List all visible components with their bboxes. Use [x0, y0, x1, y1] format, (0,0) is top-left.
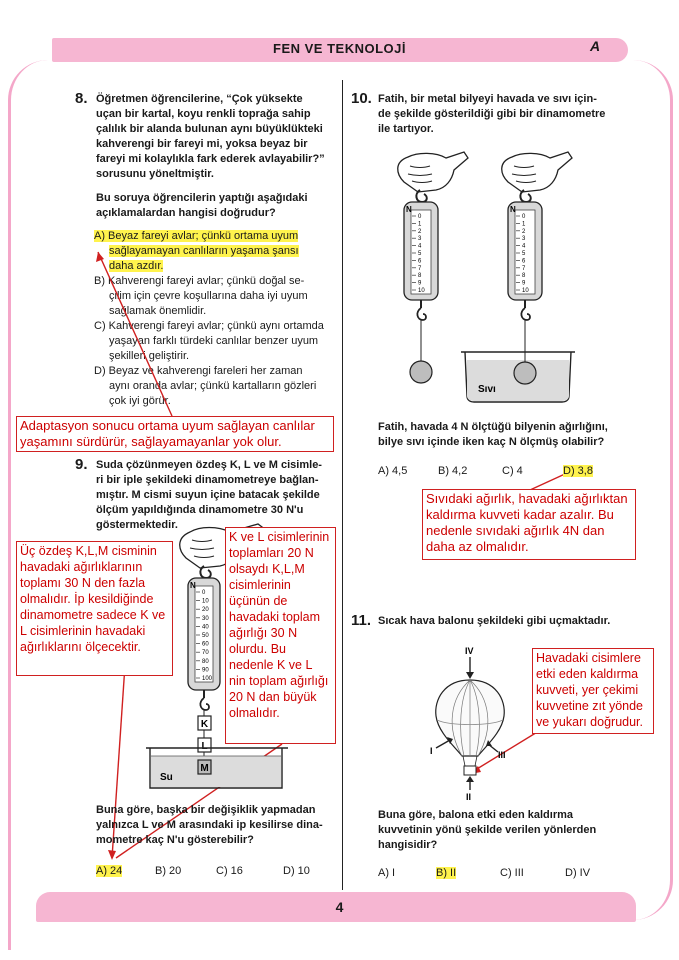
q8-line: kahverengi bir fareyi mi, yoksa beyaz bir	[96, 138, 308, 150]
option-text: B) Kahverengi fareyi avlar; çünkü doğal se-	[94, 275, 305, 287]
scale-tick-label: 4	[522, 243, 526, 250]
option-text: sağlayamayan canlıların yaşama şansı	[109, 245, 299, 257]
q9-annotation-right: K ve L cisimlerinin toplamları 20 N olsaydı K,L,M cisimlerinin üçünün de havadaki toplam ağırlığı 30 N olurdu. Bu nedenle K ve L nin toplam ağırlığı 20 N dan büyük olmalıdır.	[225, 527, 336, 744]
option-text: sağlamak önemlidir.	[109, 305, 207, 317]
q9-annotation-left: Üç özdeş K,L,M cisminin havadaki ağırlıklarının toplamı 30 N den fazla olmalıdır. İp kesildiğinde dinamometre sadece K ve L cisimlerinin havadaki ağırlıklarını ölçecektir.	[16, 541, 173, 676]
q8-arrow-head	[96, 252, 104, 262]
q10-dynamometer-air	[380, 150, 470, 390]
q8-line: açıklamalardan hangisi doğrudur?	[96, 207, 276, 219]
q9-question-line: Buna göre, başka bir değişiklik yapmadan	[96, 804, 316, 816]
q9-question-line: yalnızca L ve M arasındaki ip kesilirse dina-	[96, 819, 323, 831]
q9-line: ölçüm yapıldığında dinamometre 30 N'u	[96, 504, 304, 516]
q11-option-b[interactable]	[436, 866, 456, 881]
basket	[464, 766, 476, 775]
q10-option-d[interactable]	[563, 464, 593, 479]
scale-tick-label: 10	[522, 288, 529, 294]
scale-tick-label: 7	[418, 265, 422, 272]
q9-line: mıştır. M cismi suyun içine batacak şekilde	[96, 489, 320, 501]
option-text: yaşayan farklı türdeki canlılar benzer uyum	[109, 335, 319, 347]
q11-question-line: Buna göre, balona etki eden kaldırma	[378, 809, 573, 821]
q10-option-b[interactable]: B) 4,2	[438, 465, 468, 477]
scale-tick-label: 60	[202, 641, 209, 648]
q10-stem	[378, 92, 628, 137]
scale-tick-label: 40	[202, 624, 209, 631]
q9-option-b[interactable]: B) 20	[155, 865, 182, 877]
scale-tick-label: 0	[522, 214, 526, 220]
arrow-ii-head	[466, 776, 474, 782]
label-ii: II	[466, 792, 472, 802]
scale-tick-label: 3	[418, 236, 422, 243]
q11-stem: Sıcak hava balonu şekildeki gibi uçmaktadır.	[378, 615, 611, 627]
scale-tick-label: 100	[202, 676, 213, 682]
scale-tick-label: 80	[202, 658, 209, 665]
scale-tick-label: 1	[522, 221, 526, 228]
q8-line: Bu soruya öğrencilerin yaptığı aşağıdaki	[96, 192, 308, 204]
q10-option-c[interactable]: C) 4	[502, 465, 523, 477]
scale-tick-label: 8	[522, 273, 526, 280]
q11-question	[378, 808, 633, 853]
scale-tick-label: 20	[202, 607, 209, 614]
scale-tick-label: 50	[202, 633, 209, 639]
q9-option-d[interactable]: D) 10	[283, 865, 310, 877]
label-m: M	[200, 763, 209, 774]
q9-option-a[interactable]	[96, 864, 122, 879]
q9-option-c[interactable]: C) 16	[216, 865, 243, 877]
metal-ball	[514, 362, 536, 384]
q11-question-line: kuvvetinin yönü şekilde verilen yönlerden	[378, 824, 597, 836]
label-i: I	[430, 746, 433, 756]
q11-option-c[interactable]: C) III	[500, 867, 524, 879]
q11-balloon-figure	[420, 642, 530, 802]
scale-tick-label: 5	[418, 251, 422, 257]
q10-line: Fatih, bir metal bilyeyi havada ve sıvı için-	[378, 93, 597, 105]
rope	[463, 756, 465, 766]
q8-annotation: Adaptasyon sonucu ortama uyum sağlayan canlılar yaşamını sürdürür, sağlayamayanlar yok olur.	[16, 416, 334, 452]
q11-question-line: hangisidir?	[378, 839, 438, 851]
q9-question-line: mometre kaç N'u gösterebilir?	[96, 834, 254, 846]
scale-tick-label: 3	[522, 236, 526, 243]
unit-label: N	[406, 205, 412, 214]
q10-liquid-container	[458, 346, 578, 404]
q8-line: Öğretmen öğrencilerine, “Çok yüksekte	[96, 93, 303, 105]
scale-tick-label: 30	[202, 615, 209, 622]
q9-line: ri bir iple şekildeki dinamometreye bağlan-	[96, 474, 319, 486]
scale-tick-label: 4	[418, 243, 422, 250]
liquid-label: Sıvı	[478, 384, 496, 395]
q10-question	[378, 420, 638, 450]
hand-icon	[502, 152, 572, 192]
q9-water-container	[142, 744, 292, 794]
label-k: K	[200, 719, 209, 730]
option-text: D) 3,8	[563, 465, 593, 477]
q10-annotation: Sıvıdaki ağırlık, havadaki ağırlıktan kaldırma kuvveti kadar azalır. Bu nedenle sıvıdaki ağırlık 4N dan daha az olmalıdır.	[422, 489, 636, 560]
scale-tick-label: 7	[522, 265, 526, 272]
rope	[475, 756, 477, 766]
scale-tick-label: 8	[418, 273, 422, 280]
q10-number: 10.	[351, 90, 372, 107]
q9-line: göstermektedir.	[96, 519, 178, 531]
q10-line: ile tartıyor.	[378, 123, 434, 135]
scale-tick-label: 70	[202, 650, 209, 657]
option-text: D) Beyaz ve kahverengi fareleri her zaman	[94, 365, 303, 377]
booklet-letter: A	[590, 38, 601, 54]
q8-line: uçan bir kartal, koyu renkli toprağa sahip	[96, 108, 311, 120]
q10-question-line: bilye sıvı içinde iken kaç N ölçmüş olabilir?	[378, 436, 605, 448]
scale-tick-label: 2	[418, 228, 422, 235]
bottom-hook	[521, 308, 530, 320]
scale-tick-label: 0	[418, 214, 422, 220]
scale-tick-label: 2	[522, 228, 526, 235]
q10-line: de şekilde gösterildiği gibi bir dinamometre	[378, 108, 606, 120]
page-title: FEN VE TEKNOLOJİ	[273, 41, 406, 56]
q11-number: 11.	[351, 612, 372, 629]
q10-dynamometer-liquid	[484, 150, 574, 350]
bottom-hook	[417, 308, 426, 320]
scale-tick-label: 10	[202, 598, 209, 605]
label-iv: IV	[465, 646, 474, 656]
q9-arrow-head	[108, 850, 116, 860]
scale-tick-label: 9	[418, 280, 422, 287]
q10-option-a[interactable]: A) 4,5	[378, 465, 408, 477]
scale-tick-label: 0	[202, 590, 206, 596]
q8-line: fareyi mi kolaylıkla fark ederek avlayabilir?”	[96, 153, 325, 165]
option-text: C) Kahverengi fareyi avlar; çünkü aynı ortamda	[94, 320, 324, 332]
q10-question-line: Fatih, havada 4 N ölçtüğü bilyenin ağırlığını,	[378, 421, 608, 433]
q8-line: çalılık bir alanda bulunan aynı büyüklükteki	[96, 123, 323, 135]
q11-option-d[interactable]: D) IV	[565, 867, 591, 879]
liquid-label: Su	[160, 772, 173, 783]
scale-tick-label: 10	[418, 288, 425, 294]
option-text: aynı oranda avlar; çünkü kartalların gözleri	[109, 380, 317, 392]
metal-ball	[410, 361, 432, 383]
option-text: daha azdır.	[109, 260, 164, 272]
option-text: A) 24	[96, 865, 123, 877]
q8-line: sorusunu yöneltmiştir.	[96, 168, 214, 180]
option-text: A) Beyaz fareyi avlar; çünkü ortama uyum	[94, 230, 299, 242]
page-number: 4	[335, 899, 344, 915]
hand-icon	[398, 152, 468, 192]
arrow-i	[436, 740, 450, 748]
label-iii: III	[498, 750, 506, 760]
scale-tick-label: 9	[522, 280, 526, 287]
option-text: çilim için çevre koşullarına daha iyi uyum	[109, 290, 308, 302]
q11-option-a[interactable]: A) I	[378, 867, 396, 879]
unit-label: N	[190, 581, 196, 590]
unit-label: N	[510, 205, 516, 214]
q9-number: 9.	[75, 456, 88, 473]
scale-tick-label: 6	[418, 258, 422, 265]
option-text: çok iyi görür.	[109, 395, 171, 407]
q8-number: 8.	[75, 90, 88, 107]
q9-question	[96, 803, 341, 848]
label-l: L	[201, 741, 208, 752]
option-text: B) II	[436, 867, 457, 879]
scale-tick-label: 90	[202, 667, 209, 674]
q11-annotation: Havadaki cisimlere etki eden kaldırma kuvveti, yer çekimi kuvvetine zıt yönde ve yukarı doğrudur.	[532, 648, 654, 734]
scale-tick-label: 6	[522, 258, 526, 265]
scale-tick-label: 1	[418, 221, 422, 228]
q8-arrow	[98, 252, 172, 416]
bottom-hook	[200, 698, 209, 710]
scale-tick-label: 5	[522, 251, 526, 257]
q9-line: Suda çözünmeyen özdeş K, L ve M cisimle-	[96, 459, 322, 471]
option-text: şekilleri geliştirir.	[109, 350, 190, 362]
arrow-iv-head	[466, 672, 474, 679]
